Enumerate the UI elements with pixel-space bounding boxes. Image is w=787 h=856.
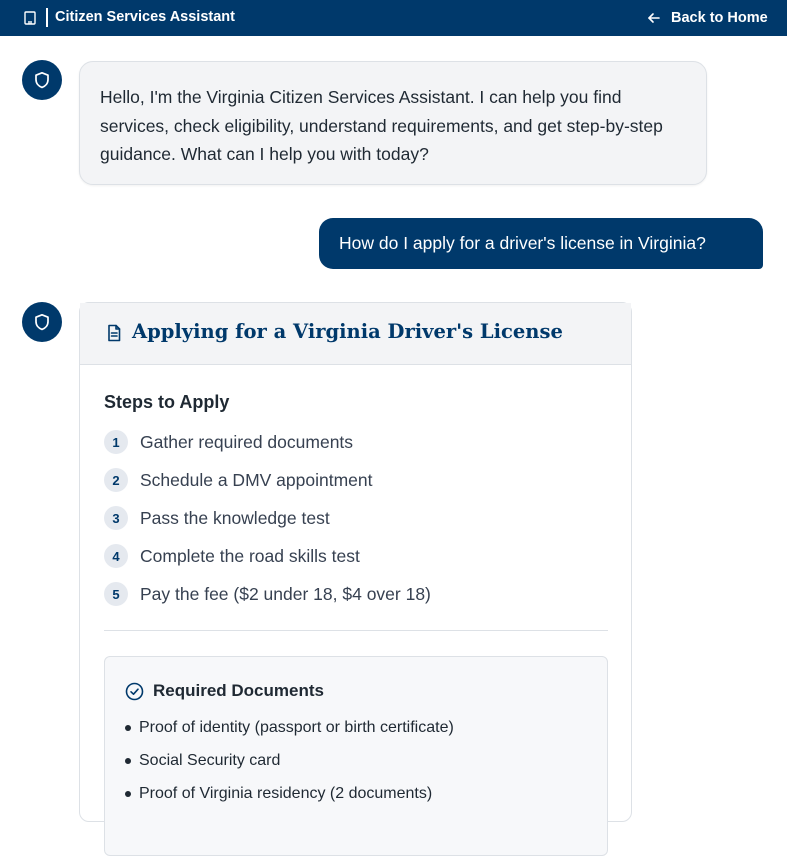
card-header: [80, 303, 631, 365]
back-to-home-label: Back to Home: [671, 10, 768, 26]
back-to-home-button[interactable]: [646, 6, 768, 30]
steps-title: Steps to Apply: [104, 392, 230, 412]
top-bar: [0, 0, 787, 36]
document-icon: [105, 324, 123, 342]
step-item: [104, 467, 373, 493]
step-number: 5: [104, 582, 128, 606]
app-title: Citizen Services Assistant: [55, 9, 235, 25]
step-text: Gather required documents: [140, 431, 354, 452]
title-separator: [46, 8, 48, 27]
step-text: Complete the road skills test: [140, 545, 360, 566]
document-item: [125, 719, 454, 737]
assistant-greeting-message: Hello, I'm the Virginia Citizen Services Assistant. I can help you find services, check eligibility, understand requirements, and get step-by-step guidance. What can I help you with today?: [79, 61, 707, 185]
required-documents-box: [104, 656, 608, 856]
step-number: 1: [104, 430, 128, 454]
shield-icon: [33, 71, 51, 89]
bullet: [125, 725, 131, 731]
step-item: [104, 505, 330, 531]
step-number: 4: [104, 544, 128, 568]
assistant-avatar: [22, 60, 62, 100]
step-item: [104, 581, 431, 607]
document-text: Social Security card: [139, 752, 281, 769]
section-divider: [104, 630, 608, 631]
building-icon: [23, 11, 37, 25]
shield-icon: [33, 313, 51, 331]
arrow-left-icon: [646, 10, 662, 26]
card-heading: Applying for a Virginia Driver's License: [132, 320, 563, 343]
response-card: [79, 302, 632, 822]
step-text: Pay the fee ($2 under 18, $4 over 18): [140, 583, 431, 604]
bullet: [125, 758, 131, 764]
check-circle-icon: [125, 682, 144, 701]
document-text: Proof of identity (passport or birth certificate): [139, 719, 454, 736]
step-text: Pass the knowledge test: [140, 507, 330, 528]
bullet: [125, 791, 131, 797]
document-item: [125, 752, 280, 770]
assistant-avatar: [22, 302, 62, 342]
step-item: [104, 429, 353, 455]
document-item: [125, 785, 432, 803]
step-number: 3: [104, 506, 128, 530]
step-item: [104, 543, 360, 569]
user-message: How do I apply for a driver's license in Virginia?: [319, 218, 763, 269]
documents-title: Required Documents: [153, 681, 324, 700]
step-text: Schedule a DMV appointment: [140, 469, 373, 490]
step-number: 2: [104, 468, 128, 492]
document-text: Proof of Virginia residency (2 documents): [139, 785, 433, 802]
